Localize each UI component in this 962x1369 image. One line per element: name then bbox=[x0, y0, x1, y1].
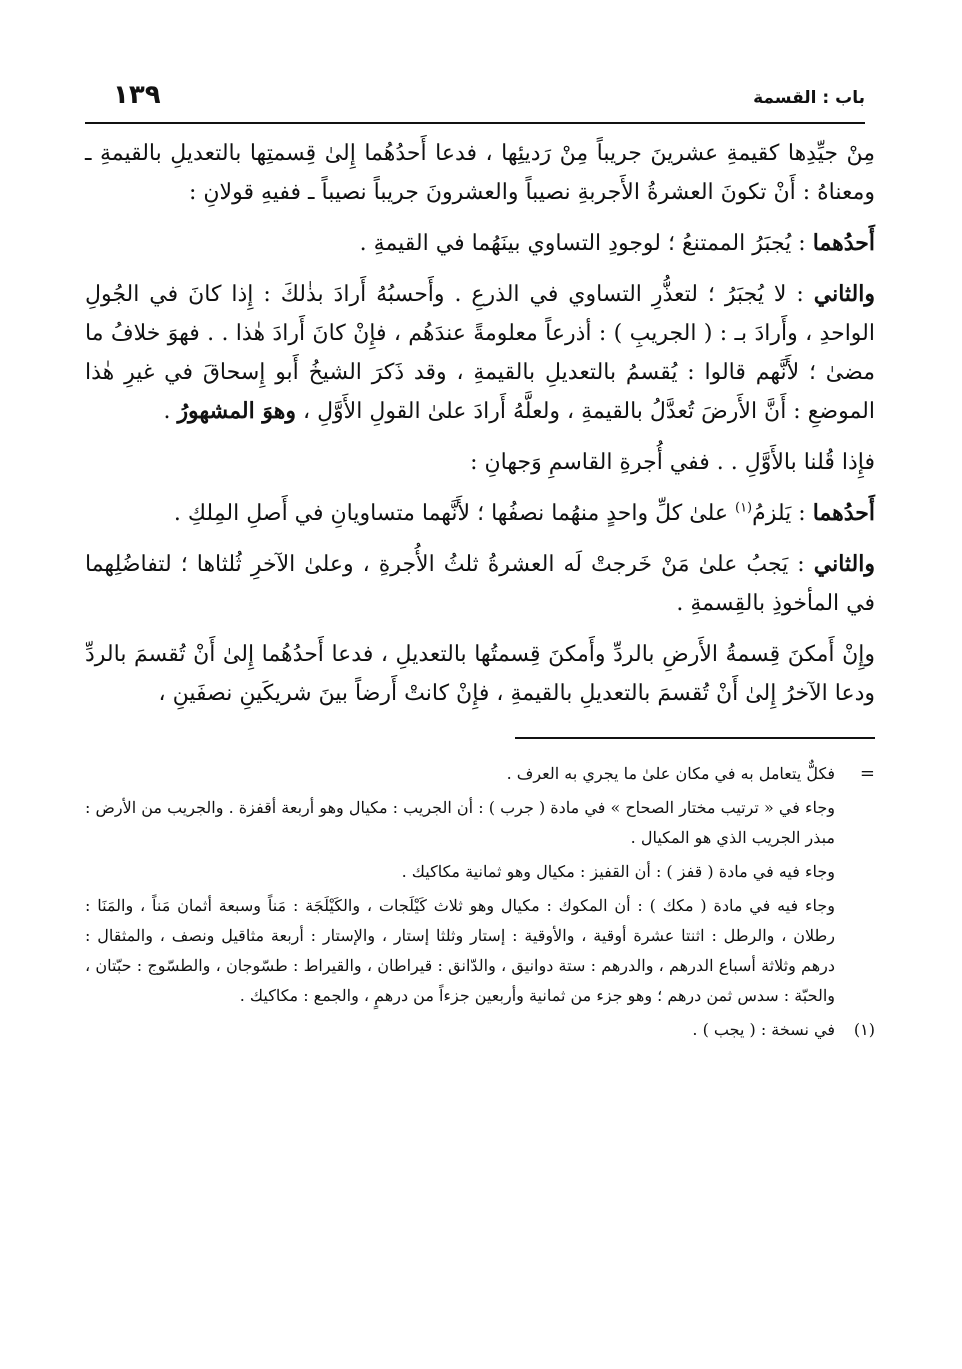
paragraph-3 bbox=[85, 275, 875, 431]
footnote-continuation-mark: = bbox=[859, 763, 875, 784]
footnotes bbox=[85, 759, 875, 1045]
footnote-line-2: وجاء في « ترتيب مختار الصحاح » في مادة ( جرب ) : أن الجريب : مكيال وهو أربعة أقفزة . والجريب من الأرض : مبذر الجريب الذي هو المكيال . bbox=[85, 798, 835, 847]
paragraph-6-lead: والثاني bbox=[813, 551, 875, 577]
paragraph-3-emphasis: وهوَ المشهورُ bbox=[177, 398, 296, 424]
footnote-1-number: (١) bbox=[853, 1020, 875, 1039]
paragraph-2-text: : يُجبَرُ الممتنعُ ؛ لوجودِ التساوي بينَهُما في القيمةِ . bbox=[359, 231, 813, 256]
page-number: ١٣٩ bbox=[113, 80, 161, 110]
paragraph-5-text-b: علىٰ كلِّ واحدٍ منهُما نصفُها ؛ لأَنَّهما متساويانِ في أَصلِ المِلكِ . bbox=[173, 501, 735, 526]
book-page bbox=[85, 78, 875, 1049]
footnote-1-text: في نسخة : ( يجب ) . bbox=[692, 1020, 835, 1039]
paragraph-6-text: : يَجبُ علىٰ مَنْ خَرجتْ لَه العشرةُ ثلثُ الأُجرةِ ، وعلىٰ الآخرِ ثُلثاها ؛ لتفاضُلِهما في المأخوذِ بالقِسمةِ . bbox=[85, 552, 875, 616]
footnote-ref-1[interactable]: (١) bbox=[734, 500, 753, 516]
footnote-separator-wrap bbox=[85, 725, 875, 759]
chapter-title: باب : القسمة bbox=[753, 88, 865, 108]
paragraph-5 bbox=[85, 494, 875, 533]
main-text bbox=[85, 134, 875, 713]
footnote-line-1: فكلٌّ يتعامل به في مكان علىٰ ما يجري به العرف . bbox=[506, 764, 835, 783]
paragraph-5-lead: أَحدُهما bbox=[812, 500, 875, 526]
paragraph-3-end: . bbox=[163, 399, 178, 424]
paragraph-3-text: : لا يُجبَرُ ؛ لتعذُّرِ التساوي في الذرعِ . وأَحسبُهُ أَرادَ بذٰلكَ : إِذا كانَ في الجُولِ الواحدِ ، وأَرادَ بـ : ( الجريبِ ) : أذرعاً معلومةً عندَهُم ، فإِنْ كانَ أَرادَ هٰذا . . فهوَ خلافُ ما مضىٰ ؛ لأَنَّهم قالوا : يُقسمُ بالتعديلِ بالقيمةِ ، وقد ذَكرَ الشيخُ أَبو إِسحاقَ في غيرِ هٰذا الموضعِ : أَنَّ الأَرضَ تُعدَّلُ بالقيمةِ ، ولعلَّهُ أَرادَ علىٰ القولِ الأَوَّلِ ، bbox=[85, 282, 875, 424]
paragraph-1: مِنْ جيِّدِها كقيمةِ عشرينَ جريباً مِنْ رَديئِها ، فدعا أَحدُهُما إِلىٰ قِسمتِها بالتعديلِ بالقيمةِ ـ ومعناهُ : أَنْ تكونَ العشرةُ الأَجربةِ نصيباً والعشرونَ جريباً نصيباً ـ ففيهِ قولانِ : bbox=[85, 141, 875, 205]
footnote-1 bbox=[85, 1015, 875, 1045]
paragraph-7: وإِنْ أَمكنَ قِسمةُ الأَرضِ بالردِّ وأَمكنَ قِسمتُها بالتعديلِ ، فدعا أَحدُهُما إِلىٰ أَنْ تُقسمَ بالردِّ ودعا الآخرُ إِلىٰ أَنْ تُقسمَ بالتعديلِ بالقيمةِ ، فإِنْ كانتْ أَرضاً بينَ شريكَينِ نصفَينِ ، bbox=[85, 642, 875, 706]
footnote-separator bbox=[515, 737, 875, 739]
page-header bbox=[85, 78, 865, 124]
paragraph-4: فإِذا قُلنا بالأَوَّلِ . . ففي أُجرةِ القاسمِ وَجهانِ : bbox=[470, 450, 875, 475]
paragraph-2-lead: أَحدُهما bbox=[812, 230, 875, 256]
paragraph-2 bbox=[85, 224, 875, 263]
paragraph-3-lead: والثاني bbox=[813, 281, 875, 307]
paragraph-6 bbox=[85, 545, 875, 623]
footnote-line-3: وجاء فيه في مادة ( قفز ) : أن القفيز : مكيال وهو ثمانية مكاكيك . bbox=[401, 862, 835, 881]
paragraph-5-text-a: : يَلزمُ bbox=[752, 501, 813, 526]
footnote-line-4: وجاء فيه في مادة ( مكك ) : أن المكوك : مكيال وهو ثلاث كَيْلَجات ، والكَيْلَجَة : مَناً وسبعة أثمان مَناً ، والمَنَا : رطلان ، والرطل : اثنتا عشرة أوقية ، والأوقية : إستار وثلثا إستار ، والإستار : أربعة مثاقيل ونصف ، والمثقال : درهم وثلاثة أسباع الدرهم ، والدرهم : ستة دوانيق ، والدّانق : قيراطان ، والقيراط : طسّوجان ، والطسّوج : حبّتان ، والحبّة : سدس ثمن درهم ؛ وهو جزء من ثمانية وأربعين جزءاً من درهمٍ ، والجمع : مكاكيك . bbox=[85, 896, 835, 1005]
